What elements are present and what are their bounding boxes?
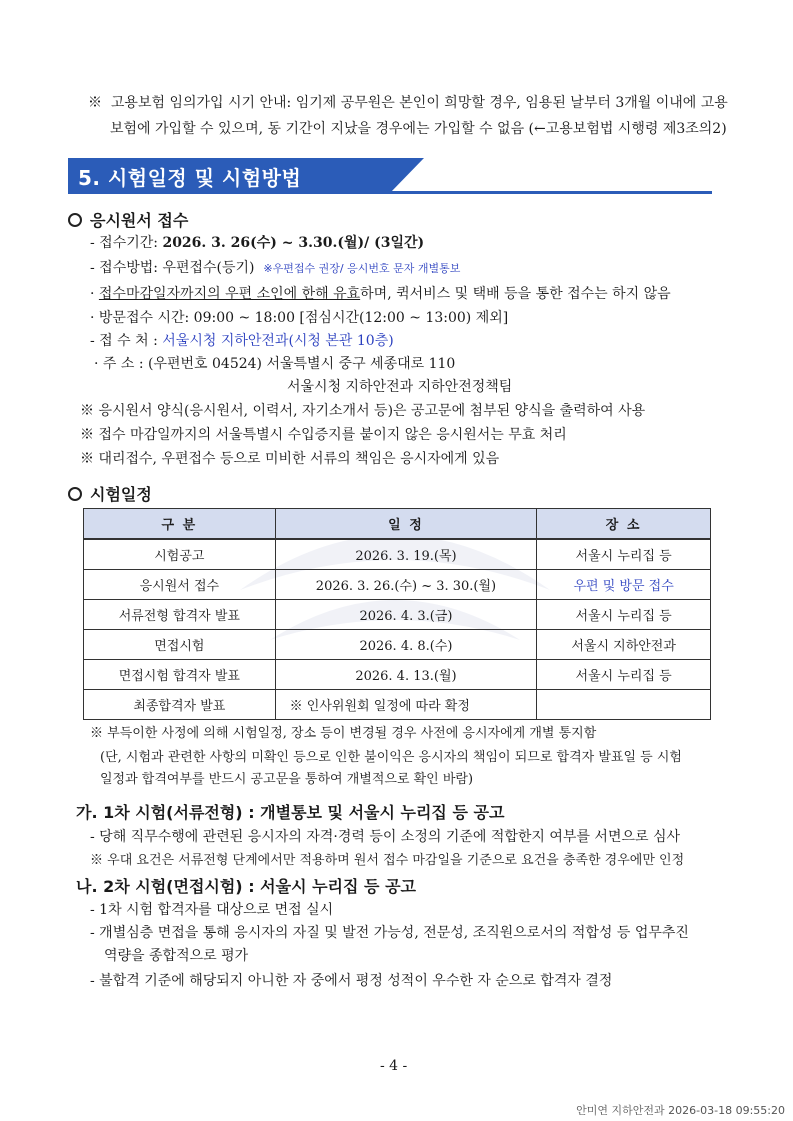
schedule-heading: 시험일정 <box>68 482 152 505</box>
application-place: - 접 수 처 : 서울시청 지하안전과(시청 본관 10층) <box>90 333 394 349</box>
row-place: 서울시 누리집 등 <box>537 600 711 630</box>
row-date: 2026. 3. 26.(수) ~ 3. 30.(월) <box>275 570 537 600</box>
application-period: - 접수기간: 2026. 3. 26(수) ~ 3.30.(월)/ (3일간) <box>90 235 425 251</box>
table-row <box>84 570 711 600</box>
row-date: ※ 인사위원회 일정에 따라 확정 <box>275 690 537 720</box>
intro-note-line1: ※ 고용보험 임의가입 시기 안내: 임기제 공무원은 본인이 희망할 경우, 임용된 날부터 3개월 이내에 고용 <box>88 95 728 111</box>
section-header <box>68 158 390 193</box>
stage1-title: 가. 1차 시험(서류전형) : 개별통보 및 서울시 누리집 등 공고 <box>76 803 505 822</box>
section-title: 5. 시험일정 및 시험방법 <box>78 166 302 190</box>
application-visit-time: · 방문접수 시간: 09:00 ~ 18:00 [점심시간(12:00 ~ 13:00) 제외] <box>90 310 509 326</box>
page-number: - 4 - <box>380 1058 408 1074</box>
row-place: 서울시 누리집 등 <box>537 660 711 690</box>
stage2-title: 나. 2차 시험(면접시험) : 서울시 누리집 등 공고 <box>76 877 416 896</box>
application-address: · 주 소 : (우편번호 04524) 서울특별시 중구 세종대로 110 <box>94 356 456 372</box>
application-note-2: ※ 접수 마감일까지의 서울특별시 수입증지를 붙이지 않은 응시원서는 무효 처리 <box>80 427 567 443</box>
row-date: 2026. 4. 8.(수) <box>275 630 537 660</box>
application-note-3: ※ 대리접수, 우편접수 등으로 미비한 서류의 책임은 응시자에게 있음 <box>80 451 500 467</box>
schedule-table <box>83 508 711 720</box>
stage2-line3: 역량을 종합적으로 평가 <box>104 948 249 964</box>
stage2-line4: - 불합격 기준에 해당되지 아니한 자 중에서 평정 성적이 우수한 자 순으로 합격자 결정 <box>90 973 613 989</box>
table-row <box>84 600 711 630</box>
section-underline <box>68 191 712 194</box>
column-header: 일 정 <box>275 509 537 540</box>
column-header: 구 분 <box>84 509 276 540</box>
stage2-line1: - 1차 시험 합격자를 대상으로 면접 실시 <box>90 902 334 918</box>
schedule-note-line3: 일정과 합격여부를 반드시 공고문을 통하여 개별적으로 확인 바람) <box>100 772 474 787</box>
circle-bullet-icon <box>68 487 82 501</box>
row-category: 시험공고 <box>84 539 276 570</box>
row-category: 서류전형 합격자 발표 <box>84 600 276 630</box>
table-row <box>84 660 711 690</box>
stage1-line1: - 당해 직무수행에 관련된 응시자의 자격·경력 등이 소정의 기준에 적합한지 여부를 서면으로 심사 <box>90 829 681 845</box>
application-heading: 응시원서 접수 <box>68 208 188 231</box>
row-place <box>537 690 711 720</box>
intro-note-line2: 보험에 가입할 수 있으며, 동 기간이 지났을 경우에는 가입할 수 없음 (←고용보험법 시행령 제3조의2) <box>110 121 727 137</box>
document-stamp: 안미연 지하안전과 2026-03-18 09:55:20 <box>576 1104 785 1117</box>
application-deadline: · 접수마감일자까지의 우편 소인에 한해 유효하며, 퀵서비스 및 택배 등을 통한 접수는 하지 않음 <box>90 286 671 302</box>
row-date: 2026. 4. 13.(월) <box>275 660 537 690</box>
table-row <box>84 690 711 720</box>
table-row <box>84 539 711 570</box>
table-header-row <box>84 509 711 540</box>
row-category: 면접시험 합격자 발표 <box>84 660 276 690</box>
row-date: 2026. 4. 3.(금) <box>275 600 537 630</box>
row-date: 2026. 3. 19.(목) <box>275 539 537 570</box>
circle-bullet-icon <box>68 213 82 227</box>
table-row <box>84 630 711 660</box>
row-category: 면접시험 <box>84 630 276 660</box>
schedule-note-line2: (단, 시험과 관련한 사항의 미확인 등으로 인한 불이익은 응시자의 책임이 되므로 합격자 발표일 등 시험 <box>100 750 682 765</box>
row-place: 서울시 누리집 등 <box>537 539 711 570</box>
stage1-line2: ※ 우대 요건은 서류전형 단계에서만 적용하며 원서 접수 마감일을 기준으로 요건을 충족한 경우에만 인정 <box>90 853 685 868</box>
row-place: 우편 및 방문 접수 <box>537 570 711 600</box>
application-method: - 접수방법: 우편접수(등기) ※우편접수 권장/ 응시번호 문자 개별통보 <box>90 260 461 276</box>
column-header: 장 소 <box>537 509 711 540</box>
row-place: 서울시 지하안전과 <box>537 630 711 660</box>
application-note-1: ※ 응시원서 양식(응시원서, 이력서, 자기소개서 등)은 공고문에 첨부된 양식을 출력하여 사용 <box>80 403 646 419</box>
schedule-note-line1: ※ 부득이한 사정에 의해 시험일정, 장소 등이 변경될 경우 사전에 응시자에게 개별 통지함 <box>90 726 597 741</box>
stage2-line2: - 개별심층 면접을 통해 응시자의 자질 및 발전 가능성, 전문성, 조직원으로서의 적합성 등 업무추진 <box>90 925 689 941</box>
row-category: 응시원서 접수 <box>84 570 276 600</box>
row-category: 최종합격자 발표 <box>84 690 276 720</box>
application-address-line2: 서울시청 지하안전과 지하안전정책팀 <box>287 379 513 395</box>
